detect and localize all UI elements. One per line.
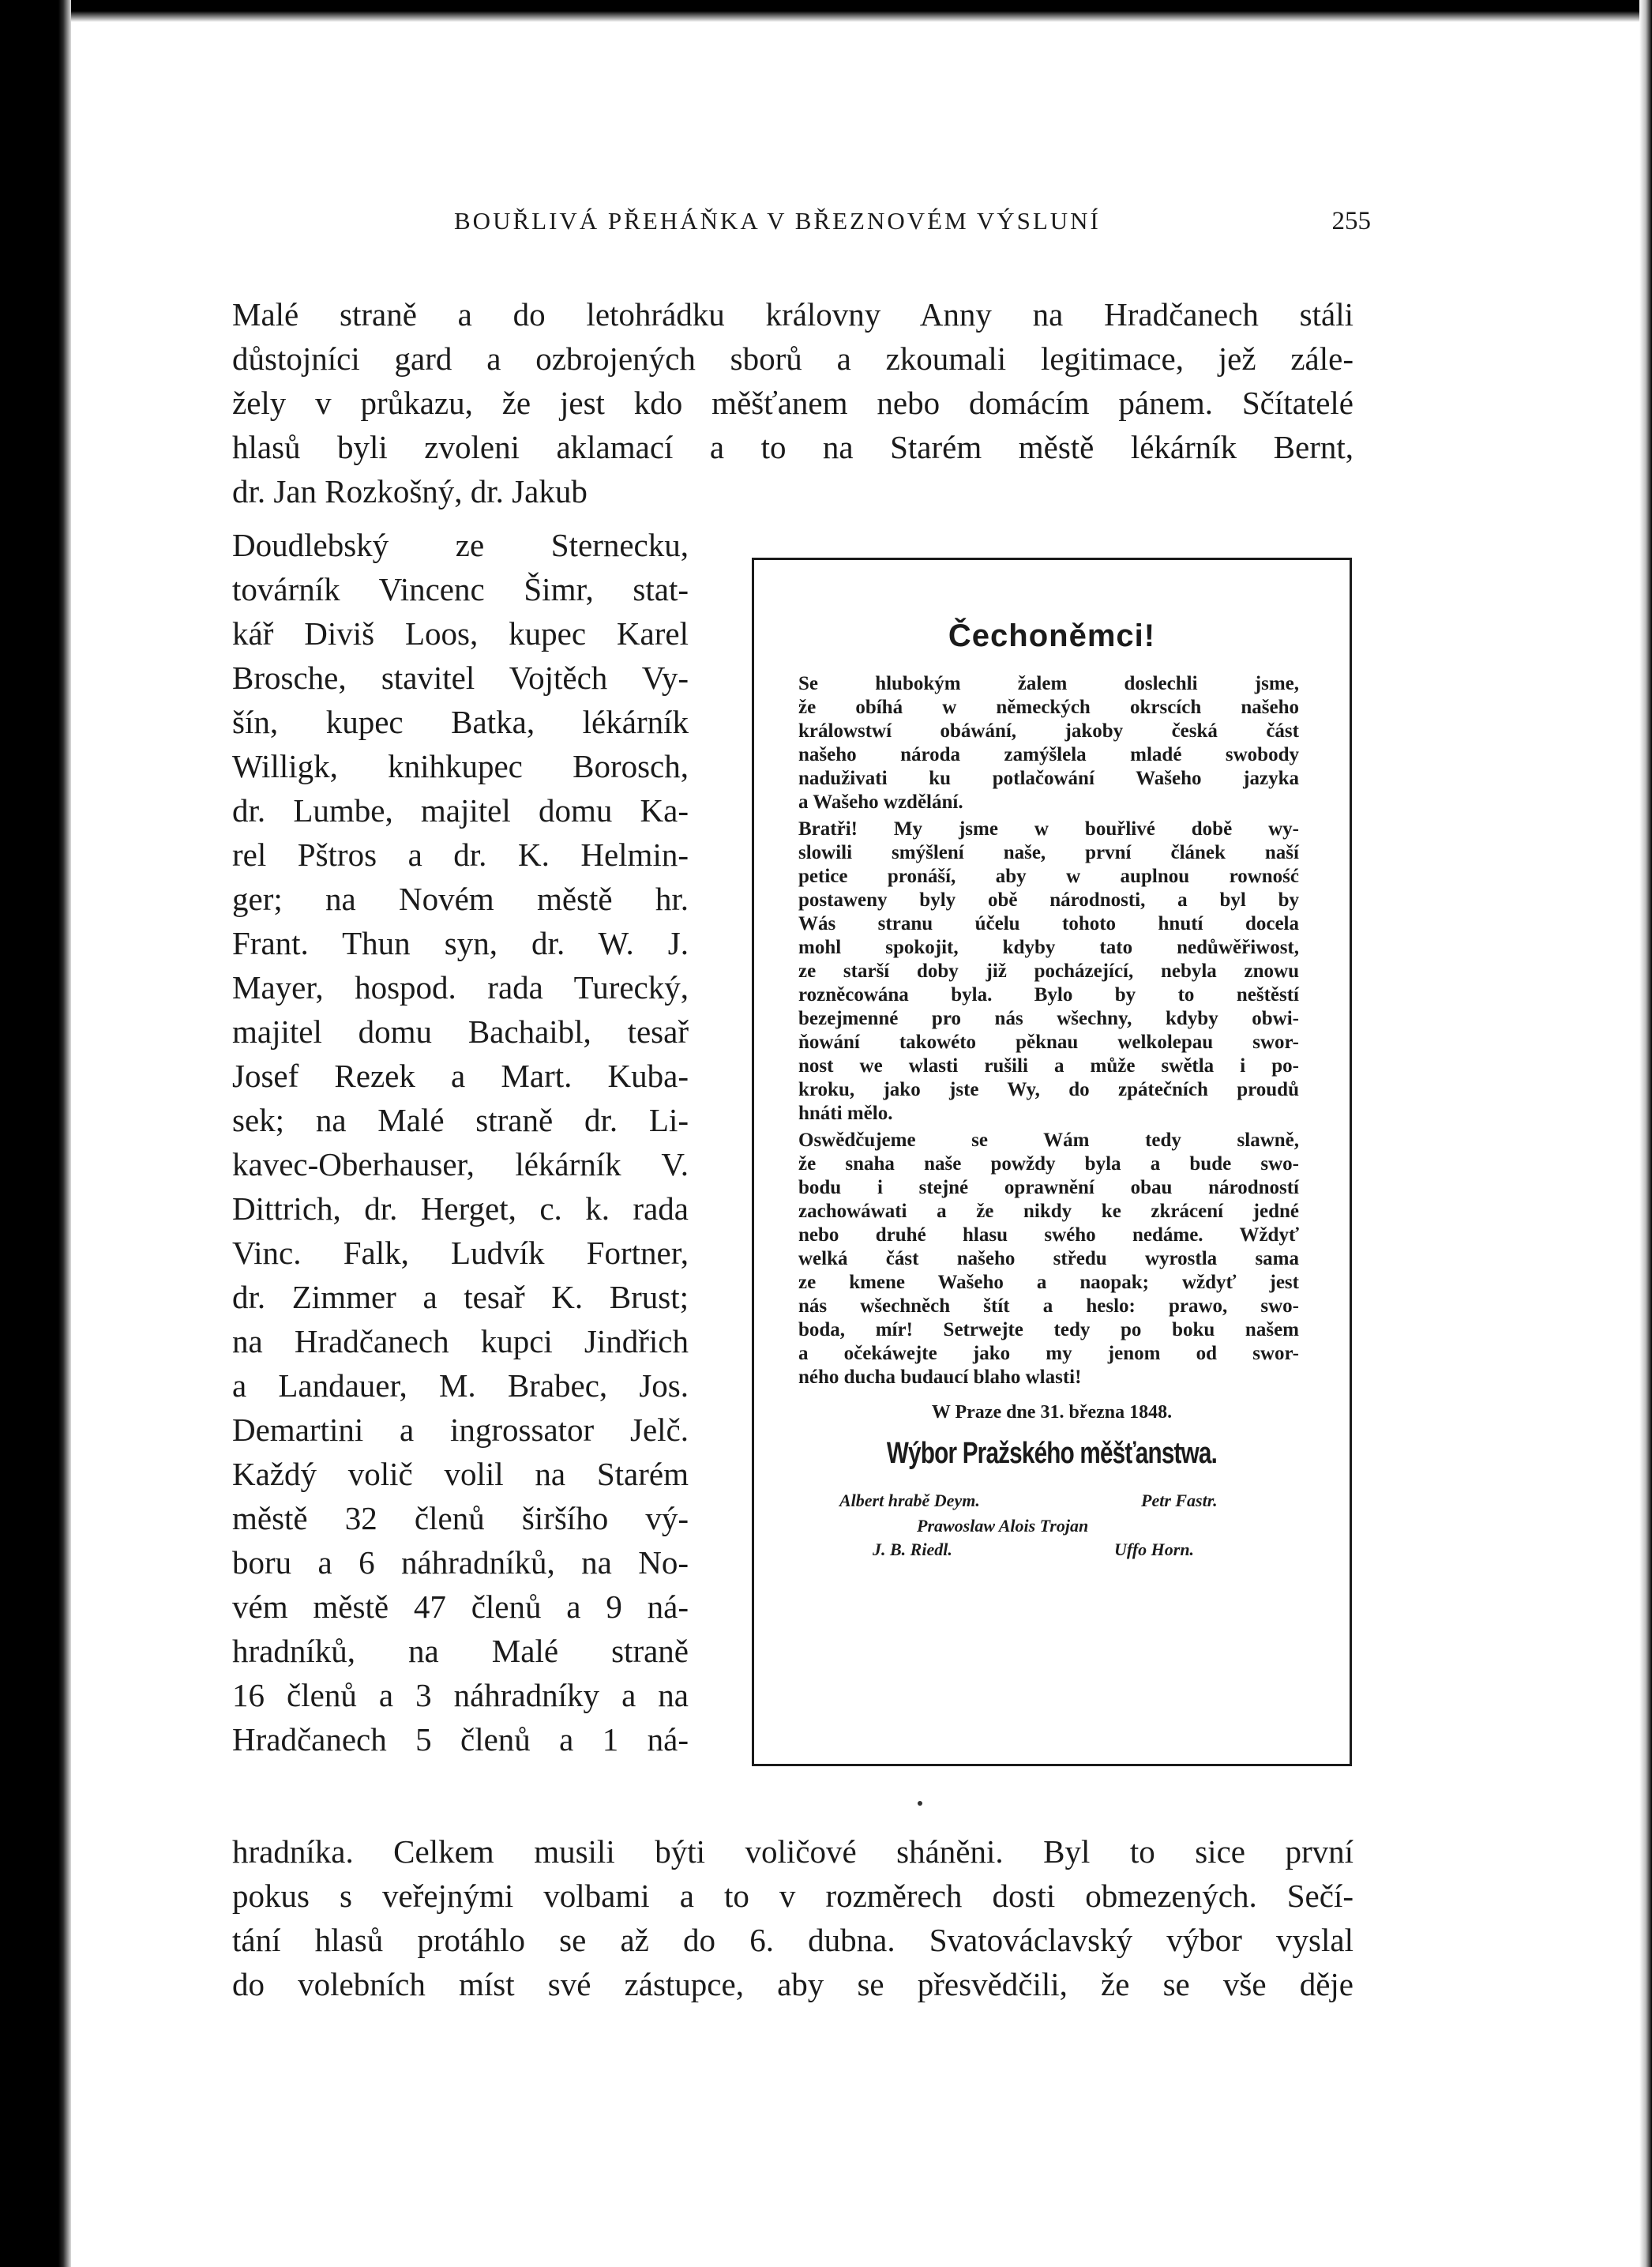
column-text-line: vém městě 47 členů a 9 ná- [232, 1588, 689, 1625]
column-text-line: Hradčanech 5 členů a 1 ná- [232, 1721, 689, 1758]
column-text-line: ger; na Novém městě hr. [232, 881, 689, 917]
print-speck [918, 1801, 922, 1806]
proclamation-line: boda, mír! Setrwejte tedy po boku našem [798, 1319, 1299, 1340]
proclamation-line: ného ducha budaucí blaho wlasti! [798, 1367, 1082, 1388]
column-text-line: Každý volič volil na Starém [232, 1456, 689, 1492]
proclamation-line: rozněcowána byla. Bylo by to neštěstí [798, 984, 1299, 1006]
column-text-line: kavec-Oberhauser, lékárník V. [232, 1146, 689, 1182]
signature: Prawoslaw Alois Trojan [917, 1516, 1089, 1536]
proclamation-line: králowstwí obáwání, jakoby česká část [798, 720, 1299, 742]
proclamation-line: nebo druhé hlasu swého nedáme. Wždyť [798, 1224, 1299, 1246]
proclamation-line: naduživati ku potlačowání Wašeho jazyka [798, 768, 1299, 789]
column-text-line: boru a 6 náhradníků, na No- [232, 1544, 689, 1581]
column-text-line: Demartini a ingrossator Jelč. [232, 1412, 689, 1448]
proclamation-line: Wás stranu účelu tohoto hnutí docela [798, 913, 1299, 934]
column-text-line: Brosche, stavitel Vojtěch Vy- [232, 660, 689, 696]
proclamation-line: nás wšechněch štít a heslo: prawo, swo- [798, 1295, 1299, 1317]
column-text-line: městě 32 členů širšího vý- [232, 1500, 689, 1536]
proclamation-line: že snaha naše powždy byla a bude swo- [798, 1153, 1299, 1175]
text-line: žely v průkazu, že jest kdo měšťanem nebo domácím pánem. Sčítatelé [232, 385, 1354, 421]
proclamation-line: petice pronáší, aby w auplnou rowność [798, 866, 1299, 887]
text-line: důstojníci gard a ozbrojených sborů a zkoumali legitimace, jež zále- [232, 340, 1354, 377]
proclamation-line: kroku, jako jste Wy, do zpátečních proudů [798, 1079, 1299, 1100]
column-text-line: Frant. Thun syn, dr. W. J. [232, 925, 689, 961]
proclamation-line: nost we wlasti rušili a může swětla i po- [798, 1055, 1299, 1077]
text-line: pokus s veřejnými volbami a to v rozměrech dosti obmezených. Sečí- [232, 1878, 1354, 1914]
signature: Albert hrabě Deym. [839, 1491, 980, 1510]
proclamation-line: Bratři! My jsme w bouřlivé době wy- [798, 818, 1299, 840]
proclamation-line: ze starší doby již pocházející, nebyla znowu [798, 961, 1299, 982]
column-text-line: Doudlebský ze Sternecku, [232, 527, 689, 563]
proclamation-line: postaweny byly obě národnosti, a byl by [798, 889, 1299, 911]
proclamation-committee: Wýbor Pražského měšťanstwa. [886, 1437, 1218, 1470]
column-text-line: sek; na Malé straně dr. Li- [232, 1102, 689, 1138]
running-title: BOUŘLIVÁ PŘEHÁŇKA V BŘEZNOVÉM VÝSLUNÍ [454, 207, 1101, 235]
text-line: do volebních míst své zástupce, aby se přesvědčili, že se vše děje [232, 1966, 1354, 2002]
proclamation-line: hnáti mělo. [798, 1103, 893, 1124]
proclamation-line: našeho národa zamýšlela mladé swobody [798, 744, 1299, 765]
column-text-line: dr. Zimmer a tesař K. Brust; [232, 1279, 689, 1315]
column-text-line: 16 členů a 3 náhradníky a na [232, 1677, 689, 1713]
proclamation-line: mohl spokojit, kdyby tato nedůwěřiwost, [798, 937, 1299, 958]
column-text-line: hradníků, na Malé straně [232, 1633, 689, 1669]
proclamation-date: W Praze dne 31. března 1848. [931, 1402, 1173, 1423]
column-text-line: na Hradčanech kupci Jindřich [232, 1323, 689, 1359]
proclamation-box [752, 558, 1352, 1766]
signature: Petr Fastr. [1141, 1491, 1218, 1510]
text-line: dr. Jan Rozkošný, dr. Jakub [232, 473, 588, 509]
column-text-line: továrník Vincenc Šimr, stat- [232, 571, 689, 607]
column-text-line: Mayer, hospod. rada Turecký, [232, 969, 689, 1006]
page-number: 255 [1331, 207, 1371, 235]
column-text-line: šín, kupec Batka, lékárník [232, 704, 689, 740]
column-text-line: Vinc. Falk, Ludvík Fortner, [232, 1235, 689, 1271]
proclamation-line: ze kmene Wašeho a naopak; wždyť jest [798, 1272, 1299, 1293]
proclamation-line: a očekáwejte jako my jenom od swor- [798, 1343, 1299, 1364]
column-text-line: Josef Rezek a Mart. Kuba- [232, 1058, 689, 1094]
text-line: hlasů byli zvoleni aklamací a to na Starém městě lékárník Bernt, [232, 429, 1354, 465]
column-text-line: dr. Lumbe, majitel domu Ka- [232, 792, 689, 829]
column-text-line: kář Diviš Loos, kupec Karel [232, 615, 689, 652]
proclamation-line: zachowáwati a že nikdy ke zkrácení jedné [798, 1201, 1299, 1222]
proclamation-line: Oswědčujeme se Wám tedy slawně, [798, 1130, 1299, 1151]
proclamation-line: bezejmenné pro nás wšechny, kdyby obwi- [798, 1008, 1299, 1029]
proclamation-line: bodu i stejné oprawnění obau národností [798, 1177, 1299, 1198]
page-header [0, 207, 1652, 239]
column-text-line: Dittrich, dr. Herget, c. k. rada [232, 1190, 689, 1227]
signature: Uffo Horn. [1114, 1540, 1195, 1559]
column-text-line: Willigk, knihkupec Borosch, [232, 748, 689, 784]
proclamation-line: welká část našeho středu wyrostla sama [798, 1248, 1299, 1269]
column-text-line: rel Pštros a dr. K. Helmin- [232, 836, 689, 873]
scan-top-edge [0, 0, 1652, 22]
text-line: Malé straně a do letohrádku královny Anny na Hradčanech stáli [232, 296, 1354, 333]
text-line: hradníka. Celkem musili býti voličové sháněni. Byl to sice první [232, 1833, 1354, 1870]
text-line: tání hlasů protáhlo se až do 6. dubna. Svatováclavský výbor vyslal [232, 1922, 1354, 1958]
proclamation-line: ňowání takowéto pěknau welkolepau swor- [798, 1032, 1299, 1053]
proclamation-title: Čechoněmci! [948, 618, 1156, 653]
scan-right-edge [1639, 0, 1652, 2267]
proclamation-line: Se hlubokým žalem doslechli jsme, [798, 673, 1299, 694]
proclamation-line: slowili smýšlení naše, první článek naší [798, 842, 1299, 863]
column-text-line: a Landauer, M. Brabec, Jos. [232, 1367, 689, 1404]
scan-left-edge [0, 0, 71, 2267]
proclamation-line: a Wašeho wzdělání. [798, 791, 963, 813]
column-text-line: majitel domu Bachaibl, tesař [232, 1013, 689, 1050]
signature: J. B. Riedl. [873, 1540, 952, 1559]
proclamation-line: že obíhá w německých okrscích našeho [798, 697, 1299, 718]
